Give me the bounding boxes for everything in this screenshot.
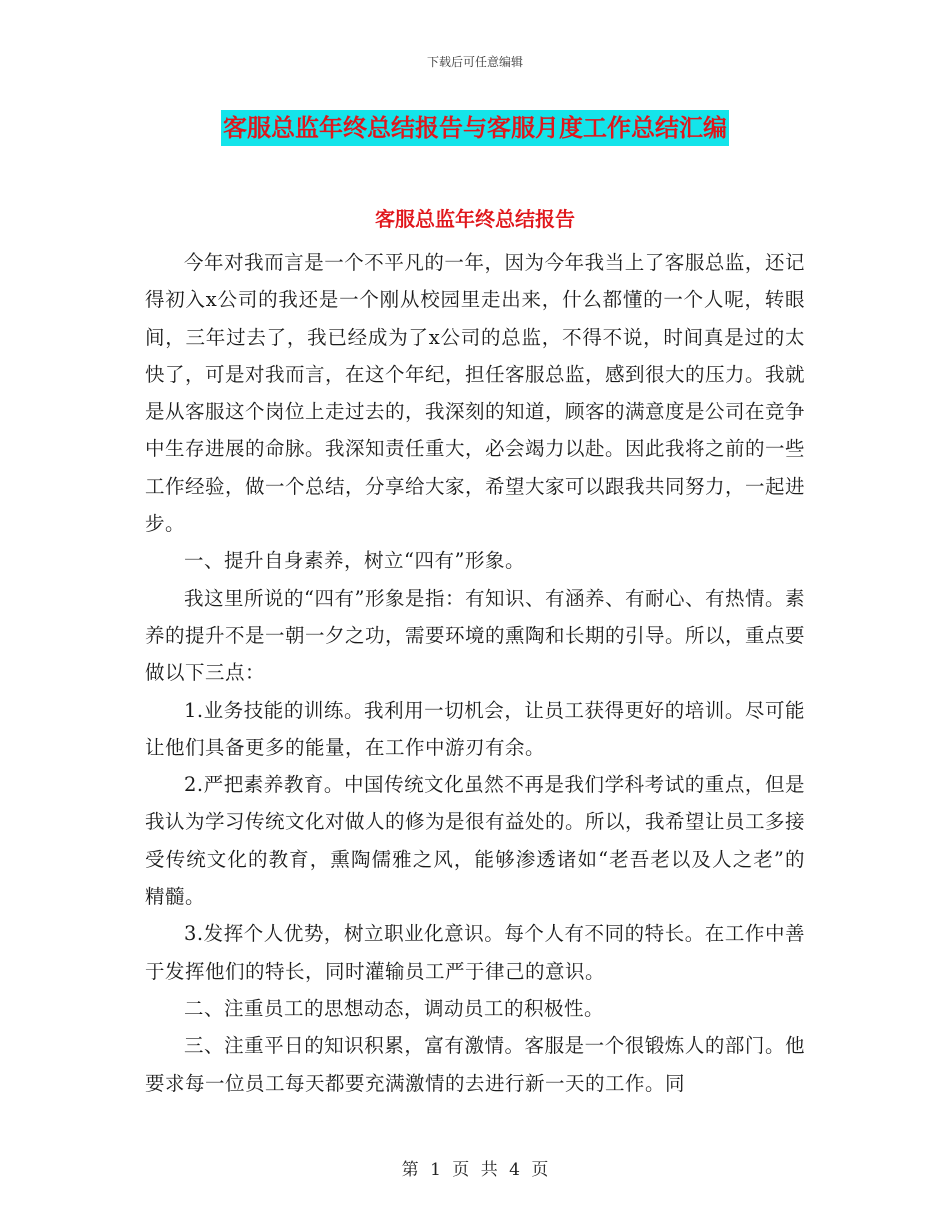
- paragraph-heading-3: 三、注重平日的知识积累，富有激情。客服是一个很锻炼人的部门。他要求每一位员工每天都要充满激情的去进行新一天的工作。同: [145, 1034, 805, 1095]
- document-body: [145, 244, 805, 1102]
- paragraph-point-3: 3.发挥个人优势，树立职业化意识。每个人有不同的特长。在工作中善于发挥他们的特长，同时灌输员工严于律己的意识。: [145, 922, 805, 983]
- main-title-container: [0, 110, 950, 146]
- page-header-note: 下载后可任意编辑: [426, 55, 523, 69]
- paragraph-heading-2: 二、注重员工的思想动态，调动员工的积极性。: [184, 996, 605, 1020]
- paragraph-point-2: 2.严把素养教育。中国传统文化虽然不再是我们学科考试的重点，但是我认为学习传统文化对做人的修为是很有益处的。所以，我希望让员工多接受传统文化的教育，熏陶儒雅之风，能够渗透诸如“老吾老以及人之老”的精髓。: [145, 773, 806, 909]
- paragraph-intro: 今年对我而言是一个不平凡的一年，因为今年我当上了客服总监，还记得初入x公司的我还是一个刚从校园里走出来，什么都懂的一个人呢，转眼间，三年过去了，我已经成为了x公司的总监，不得不说，时间真是过的太快了，可是对我而言，在这个年纪，担任客服总监，感到很大的压力。我就是从客服这个岗位上走过去的，我深刻的知道，顾客的满意度是公司在竞争中生存进展的命脉。我深知责任重大，必会竭力以赴。因此我将之前的一些工作经验，做一个总结，分享给大家，希望大家可以跟我共同努力，一起进步。: [145, 251, 806, 536]
- paragraph-four-haves: 我这里所说的“四有”形象是指：有知识、有涵养、有耐心、有热情。素养的提升不是一朝一夕之功，需要环境的熏陶和长期的引导。所以，重点要做以下三点：: [145, 586, 806, 685]
- page-number-footer: 第 1 页 共 4 页: [401, 1160, 549, 1180]
- section-title: 客服总监年终总结报告: [375, 207, 575, 231]
- paragraph-heading-1: 一、提升自身素养，树立“四有”形象。: [184, 549, 525, 573]
- document-main-title: 客服总监年终总结报告与客服月度工作总结汇编: [221, 110, 729, 146]
- paragraph-point-1: 1.业务技能的训练。我利用一切机会，让员工获得更好的培训。尽可能让他们具备更多的能量，在工作中游刃有余。: [145, 698, 805, 759]
